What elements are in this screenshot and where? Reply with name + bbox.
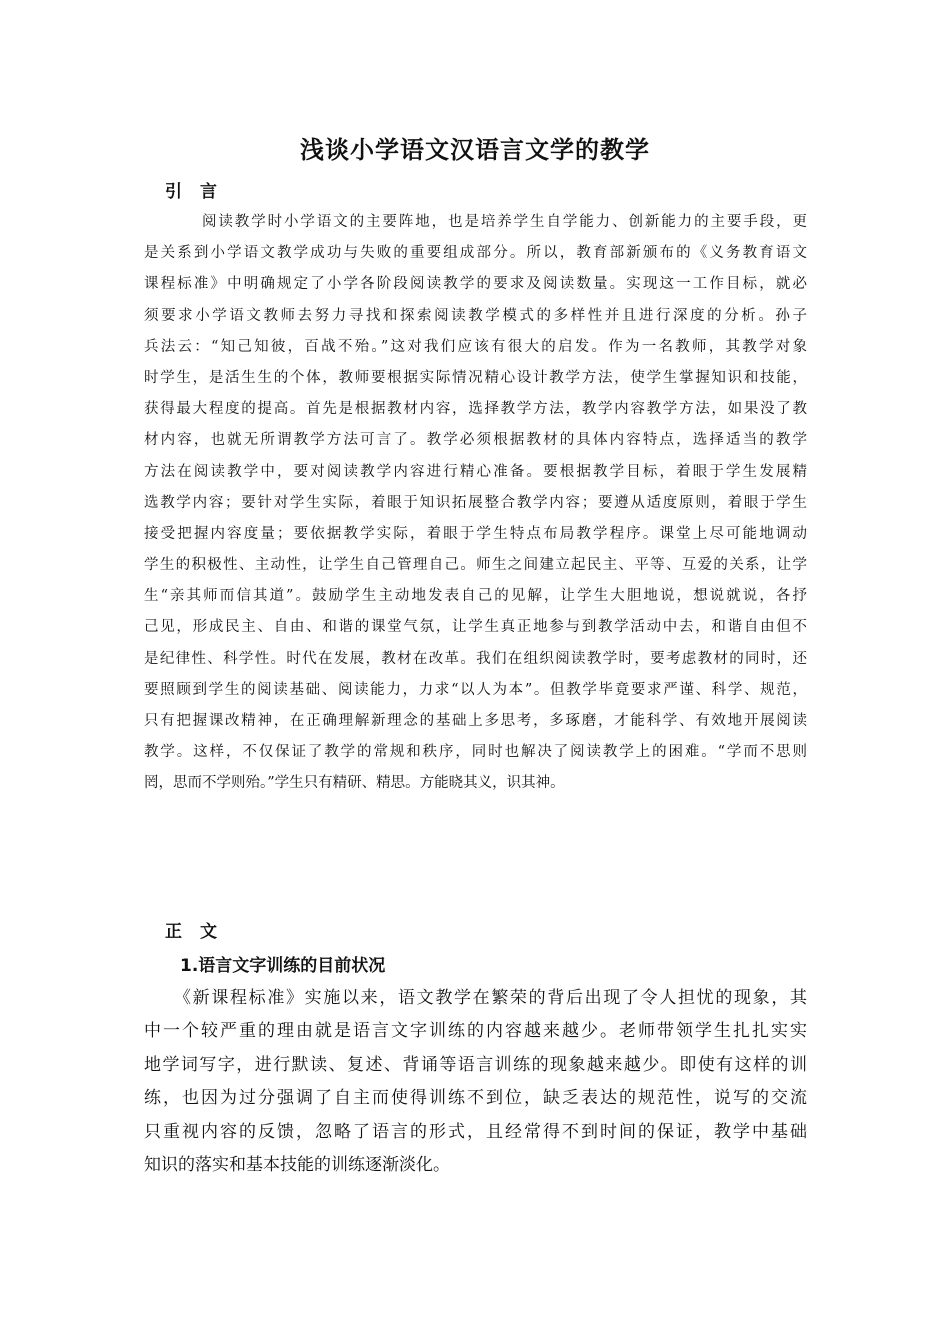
paragraph-line: 知识的落实和基本技能的训练逐渐淡化。 [144, 1154, 450, 1175]
section-heading-body: 正文 [165, 922, 235, 942]
subsection-heading: 1.语言文字训练的目前状况 [180, 956, 386, 976]
paragraph-line: 《新课程标准》实施以来，语文教学在繁荣的背后出现了令人担忧的现象，其 [174, 988, 807, 1008]
paragraph-line: 须要求小学语文教师去努力寻找和探索阅读教学模式的多样性并且进行深度的分析。孙子 [144, 307, 807, 324]
paragraph-line: 中一个较严重的理由就是语言文字训练的内容越来越少。老师带领学生扎扎实实 [144, 1021, 807, 1042]
paragraph-line: 学生的积极性、主动性，让学生自己管理自己。师生之间建立起民主、平等、互爱的关系，让学 [144, 557, 807, 574]
paragraph-line: 是纪律性、科学性。时代在发展，教材在改革。我们在组织阅读教学时，要考虑教材的同时，还 [144, 650, 807, 667]
paragraph-line: 生“亲其师而信其道”。鼓励学生主动地发表自己的见解，让学生大胆地说，想说就说，各抒 [144, 588, 807, 605]
paragraph-line: 课程标准》中明确规定了小学各阶段阅读教学的要求及阅读数量。实现这一工作目标，就必 [144, 276, 807, 293]
paragraph-line: 是关系到小学语文教学成功与失败的重要组成部分。所以，教育部新颁布的《义务教育语文 [144, 245, 807, 262]
paragraph-line: 兵法云：“知己知彼，百战不殆。”这对我们应该有很大的启发。作为一名教师，其教学对象 [144, 338, 807, 355]
paragraph-line: 阅读教学时小学语文的主要阵地，也是培养学生自学能力、创新能力的主要手段，更 [202, 214, 807, 230]
paragraph-line: 教学。这样，不仅保证了教学的常规和秩序，同时也解决了阅读教学上的困难。“学而不思则 [144, 744, 807, 761]
paragraph-line: 方法在阅读教学中，要对阅读教学内容进行精心准备。要根据教学目标，着眼于学生发展精 [144, 463, 807, 480]
paragraph-line: 练，也因为过分强调了自主而使得训练不到位，缺乏表达的规范性，说写的交流 [144, 1088, 807, 1109]
paragraph-line: 己见，形成民主、自由、和谐的课堂气氛，让学生真正地参与到教学活动中去，和谐自由但不 [144, 619, 807, 636]
paragraph-line: 只有把握课改精神，在正确理解新理念的基础上多思考，多琢磨，才能科学、有效地开展阅读 [144, 713, 807, 729]
paragraph-line: 材内容，也就无所谓教学方法可言了。教学必须根据教材的具体内容特点，选择适当的教学 [144, 432, 807, 449]
paragraph-line: 时学生，是活生生的个体，教师要根据实际情况精心设计教学方法，使学生掌握知识和技能， [144, 369, 807, 386]
paragraph-line: 罔，思而不学则殆。”学生只有精研、精思。方能晓其义，识其神。 [144, 775, 565, 792]
intro-paragraph [144, 207, 807, 800]
section-heading-intro: 引言 [165, 182, 235, 202]
paragraph-line: 获得最大程度的提高。首先是根据教材内容，选择教学方法，教学内容教学方法，如果没了教 [144, 401, 807, 418]
paragraph-line: 接受把握内容度量；要依据教学实际，着眼于学生特点布局教学程序。课堂上尽可能地调动 [144, 525, 807, 542]
paragraph-line: 要照顾到学生的阅读基础、阅读能力，力求“以人为本”。但教学毕竟要求严谨、科学、规范， [144, 681, 807, 698]
paragraph-line: 只重视内容的反馈，忽略了语言的形式，且经常得不到时间的保证，教学中基础 [144, 1121, 807, 1142]
paragraph-line: 地学词写字，进行默读、复述、背诵等语言训练的现象越来越少。即使有这样的训 [144, 1054, 807, 1075]
paragraph-line: 选教学内容；要针对学生实际，着眼于知识拓展整合教学内容；要遵从适度原则，着眼于学生 [144, 494, 807, 511]
body-paragraph [144, 982, 807, 1182]
document-title: 浅谈小学语文汉语言文学的教学 [300, 136, 650, 164]
